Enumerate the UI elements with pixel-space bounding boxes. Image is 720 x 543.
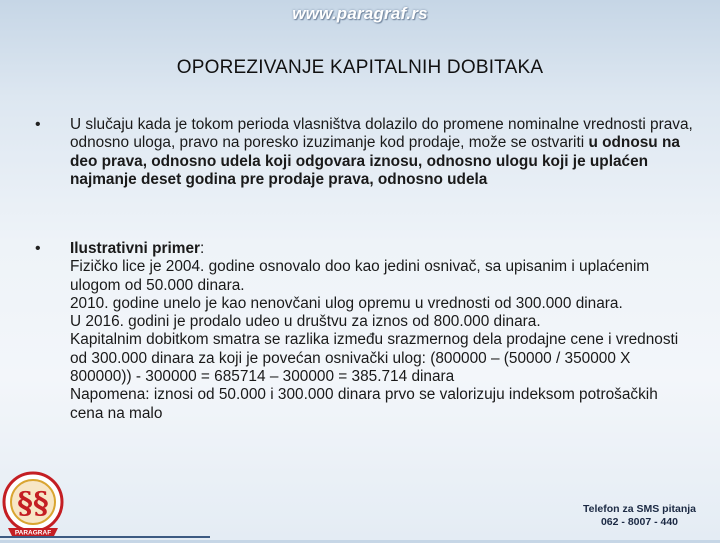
example-line-5: Napomena: iznosi od 50.000 i 300.000 dinara prvo se valorizuju indeksom potrošačkih cena na malo bbox=[70, 386, 658, 422]
svg-text:§§: §§ bbox=[17, 486, 49, 521]
svg-text:PARAGRAF: PARAGRAF bbox=[14, 529, 52, 537]
slide-title: OPOREZIVANJE KAPITALNIH DOBITAKA bbox=[176, 57, 544, 78]
bullet-marker: • bbox=[35, 116, 41, 133]
bullet-1-text bbox=[70, 116, 695, 189]
bullet-1-bold: u odnosu na deo prava, odnosno udela koji odgovara iznosu, odnosno ulogu koji je uplaćen najmanje deset godina pre prodaje prava, odnosno udela bbox=[70, 134, 680, 188]
example-line-4: Kapitalnim dobitkom smatra se razlika između srazmernog dela prodajne cene i vrednosti od 300.000 dinara za koji je povećan osnivački ulog: (800000 – (50000 / 350000 X 800000)) - 300000 = 685714 – 300000 = 385.714 dinara bbox=[70, 331, 679, 386]
example-heading bbox=[70, 240, 695, 258]
sms-contact bbox=[583, 503, 696, 529]
example-line-3: U 2016. godini je prodalo udeo u društvu za iznos od 800.000 dinara. bbox=[70, 313, 541, 331]
example-line-1: Fizičko lice je 2004. godine osnovalo doo kao jedini osnivač, sa upisanim i uplaćenim ulogom od 50.000 dinara. bbox=[70, 258, 650, 294]
bullet-marker: • bbox=[35, 240, 41, 257]
paragraf-seal-icon bbox=[2, 470, 64, 538]
sms-label: Telefon za SMS pitanja bbox=[583, 503, 696, 515]
bullet-2-text bbox=[70, 240, 695, 423]
footer-divider bbox=[0, 536, 210, 538]
example-line-2: 2010. godine unelo je kao nenovčani ulog opremu u vrednosti od 300.000 dinara. bbox=[70, 294, 623, 312]
bullet-1-plain: U slučaju kada je tokom perioda vlasništva dolazilo do promene nominalne vrednosti prava, odnosno uloga, pravo na poresko izuzimanje kod prodaje, može se ostvariti bbox=[70, 116, 693, 152]
site-url-header: www.paragraf.rs bbox=[292, 4, 428, 23]
example-colon: : bbox=[200, 240, 205, 257]
sms-number: 062 - 8007 - 440 bbox=[600, 516, 679, 528]
paragraf-logo bbox=[2, 470, 64, 538]
example-label: Ilustrativni primer bbox=[70, 240, 201, 257]
